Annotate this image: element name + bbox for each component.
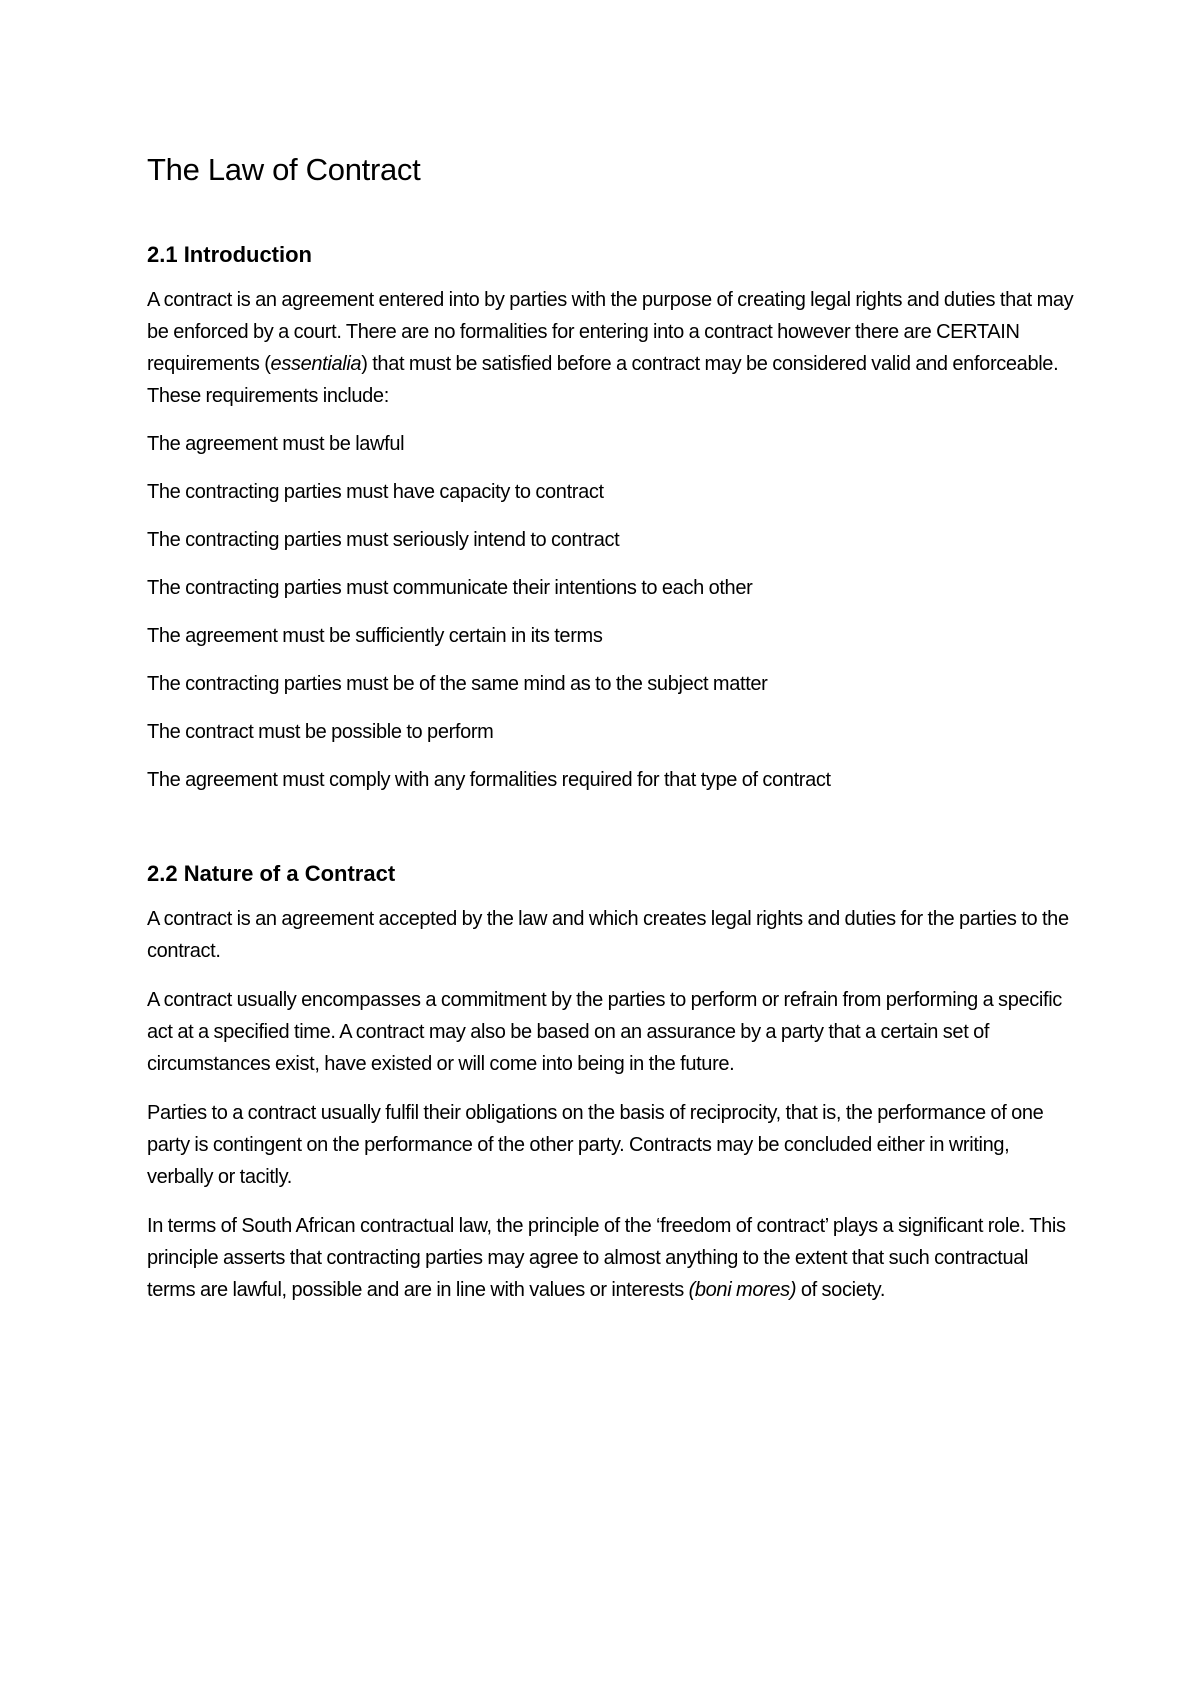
nature-paragraph: Parties to a contract usually fulfil their obligations on the basis of reciprocity, that is, the performance of one party is contingent on the performance of the other party. Contracts may be concluded either in writing, verbally or tacitly. xyxy=(147,1102,1044,1188)
freedom-of-contract-paragraph xyxy=(147,1210,1077,1306)
nature-paragraph: A contract usually encompasses a commitment by the parties to perform or refrain from performing a specific act at a specified time. A contract may also be based on an assurance by a party that a certain set of circumstances exist, have existed or will come into being in the future. xyxy=(147,989,1062,1075)
section-heading-nature-of-contract: 2.2 Nature of a Contract xyxy=(147,861,396,886)
requirements-list xyxy=(147,428,1077,796)
document-body xyxy=(147,150,1077,1306)
list-item: The agreement must be sufficiently certain in its terms xyxy=(147,625,603,647)
list-item: The contracting parties must seriously intend to contract xyxy=(147,529,620,551)
document-title: The Law of Contract xyxy=(147,152,421,187)
freedom-text-end: of society. xyxy=(796,1279,886,1301)
introduction-paragraph xyxy=(147,284,1077,412)
nature-paragraph: A contract is an agreement accepted by the law and which creates legal rights and duties for the parties to the contract. xyxy=(147,908,1069,962)
list-item: The contract must be possible to perform xyxy=(147,721,494,743)
intro-text-end: ) that must be satisfied before a contract may be considered valid and enforceable. These requirements include: xyxy=(147,353,1059,407)
list-item: The agreement must comply with any formalities required for that type of contract xyxy=(147,769,831,791)
list-item: The contracting parties must have capacity to contract xyxy=(147,481,604,503)
list-item: The contracting parties must be of the same mind as to the subject matter xyxy=(147,673,768,695)
section-heading-introduction: 2.1 Introduction xyxy=(147,242,312,267)
essentialia-term: essentialia xyxy=(270,353,362,375)
boni-mores-term: (boni mores) xyxy=(688,1279,797,1301)
list-item: The agreement must be lawful xyxy=(147,433,405,455)
freedom-text-start: In terms of South African contractual law, the principle of the ‘freedom of contract’ plays a significant role. This principle asserts that contracting parties may agree to almost anything to the extent that such contractual terms are lawful, possible and are in line with values or interests xyxy=(147,1215,1066,1301)
list-item: The contracting parties must communicate their intentions to each other xyxy=(147,577,753,599)
intro-text-start: A contract is an agreement entered into by parties with the purpose of creating legal rights and duties that may be enforced by a court. There are no formalities for entering into a contract however there are CERTAIN requirements ( xyxy=(147,289,1074,375)
